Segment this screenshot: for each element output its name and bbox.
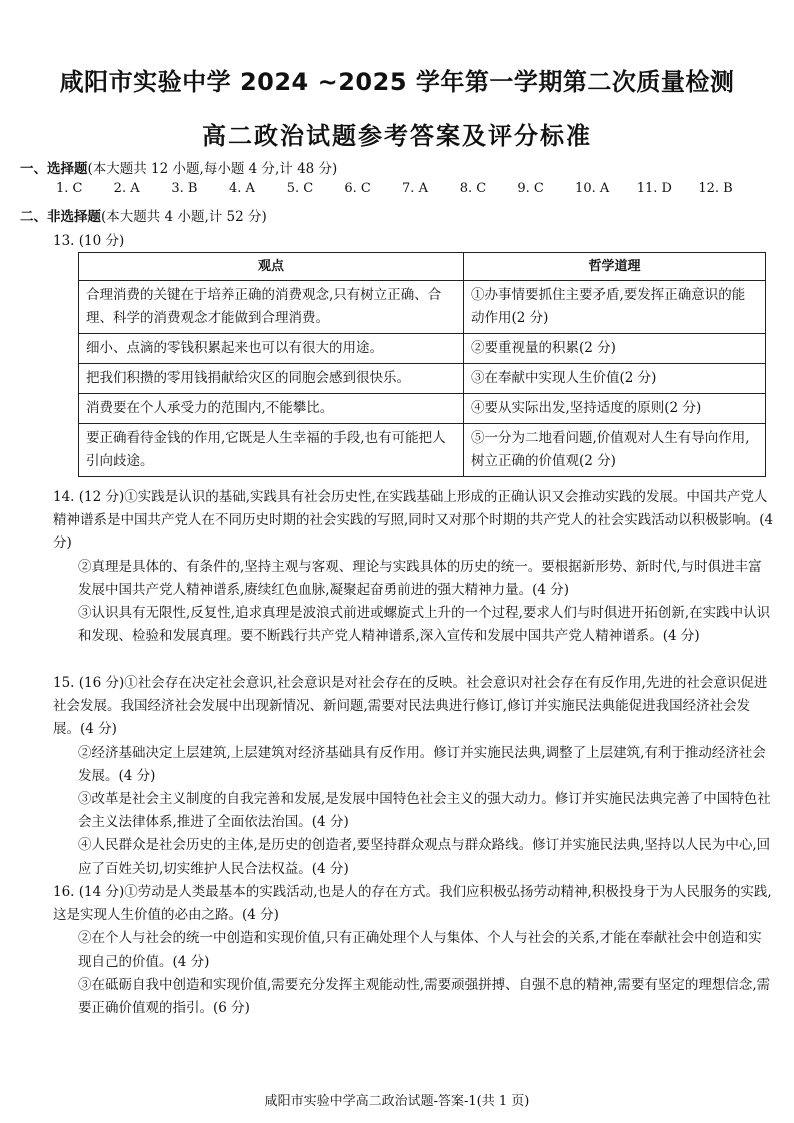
answer-item: 8. C xyxy=(459,181,487,196)
q16-answer xyxy=(53,881,775,1020)
page-footer: 咸阳市实验中学高二政治试题-答案-1(共 1 页) xyxy=(264,1094,530,1109)
section1-heading xyxy=(20,157,337,177)
table-cell: ①办事情要抓住主要矛盾,要发挥正确意识的能动作用(2 分) xyxy=(464,281,766,334)
choice-answers xyxy=(56,181,756,196)
answer-item: 7. A xyxy=(402,181,428,196)
answer-item: 6. C xyxy=(344,181,371,196)
table-header-row xyxy=(79,253,766,281)
answer-item: 12. B xyxy=(698,181,733,196)
table-cell: 合理消费的关键在于培养正确的消费观念,只有树立正确、合理、科学的消费观念才能做到合理消费。 xyxy=(79,281,464,334)
q15-answer xyxy=(53,672,775,881)
section2-note: (本大题共 4 小题,计 52 分) xyxy=(101,209,267,225)
document-subtitle: 高二政治试题参考答案及评分标准 xyxy=(202,122,592,150)
section2-title: 二、非选择题 xyxy=(20,209,101,225)
column-header-philosophy: 哲学道理 xyxy=(464,253,766,281)
answer-item: 10. A xyxy=(575,181,610,196)
table-cell: 细小、点滴的零钱积累起来也可以有很大的用途。 xyxy=(79,334,464,364)
table-row xyxy=(79,334,766,364)
q13-table xyxy=(78,252,766,477)
section1-title: 一、选择题 xyxy=(20,161,88,177)
document-title: 咸阳市实验中学 2024 ~2025 学年第一学期第二次质量检测 xyxy=(59,68,735,96)
table-cell: ⑤一分为二地看问题,价值观对人生有导向作用,树立正确的价值观(2 分) xyxy=(464,424,766,477)
answer-item: 1. C xyxy=(56,181,83,196)
answer-item: 2. A xyxy=(113,181,140,196)
table-row xyxy=(79,364,766,394)
column-header-viewpoint: 观点 xyxy=(79,253,464,281)
answer-item: 9. C xyxy=(517,181,544,196)
table-cell: 把我们积攒的零用钱捐献给灾区的同胞会感到很快乐。 xyxy=(79,364,464,394)
answer-item: 4. A xyxy=(229,181,255,196)
table-cell: ②要重视量的积累(2 分) xyxy=(464,334,766,364)
q14-answer xyxy=(53,486,775,648)
answer-paragraph: 14. (12 分)①实践是认识的基础,实践具有社会历史性,在实践基础上形成的正确认识又会推动实践的发展。中国共产党人精神谱系是中国共产党人在不同历史时期的社会实践的写照,同时又对那个时期的共产党人的社会实践活动以积极影响。(4 分) xyxy=(53,489,774,552)
answer-paragraph: ②真理是具体的、有条件的,坚持主观与客观、理论与实践具体的历史的统一。要根据新形势、新时代,与时俱进丰富发展中国共产党人精神谱系,赓续红色血脉,凝聚起奋勇前进的强大精神力量。(4 分) xyxy=(78,558,762,598)
section2-heading xyxy=(20,205,267,225)
table-row xyxy=(79,394,766,424)
answer-paragraph: ③改革是社会主义制度的自我完善和发展,是发展中国特色社会主义的强大动力。修订并实施民法典完善了中国特色社会主义法律体系,推进了全面依法治国。(4 分) xyxy=(78,791,771,831)
section1-note: (本大题共 12 小题,每小题 4 分,计 48 分) xyxy=(87,161,338,177)
table-cell: ③在奉献中实现人生价值(2 分) xyxy=(464,364,766,394)
q13-label: 13. (10 分) xyxy=(53,233,125,249)
answer-paragraph: ③认识具有无限性,反复性,追求真理是波浪式前进或螺旋式上升的一个过程,要求人们与时俱进开拓创新,在实践中认识和发现、检验和发展真理。要不断践行共产党人精神谱系,深入宣传和发展中国共产党人精神谱系。(4 分) xyxy=(78,605,771,645)
answer-item: 11. D xyxy=(636,181,672,196)
answer-paragraph: 15. (16 分)①社会存在决定社会意识,社会意识是对社会存在的反映。社会意识对社会存在有反作用,先进的社会意识促进社会发展。我国经济社会发展中出现新情况、新问题,需要对民法典进行修订,修订并实施民法典能促进我国经济社会发展。(4 分) xyxy=(53,675,768,738)
answer-paragraph: ④人民群众是社会历史的主体,是历史的创造者,要坚持群众观点与群众路线。修订并实施民法典,坚持以人民为中心,回应了百姓关切,切实维护人民合法权益。(4 分) xyxy=(78,837,771,877)
answer-paragraph: ②在个人与社会的统一中创造和实现价值,只有正确处理个人与集体、个人与社会的关系,才能在奉献社会中创造和实现自己的价值。(4 分) xyxy=(78,930,762,970)
table-row xyxy=(79,281,766,334)
answer-paragraph: 16. (14 分)①劳动是人类最基本的实践活动,也是人的存在方式。我们应积极弘扬劳动精神,积极投身于为人民服务的实践,这是实现人生价值的必由之路。(4 分) xyxy=(53,884,772,924)
answer-item: 3. B xyxy=(171,181,198,196)
answer-paragraph: ②经济基础决定上层建筑,上层建筑对经济基础具有反作用。修订并实施民法典,调整了上层建筑,有利于推动经济社会发展。(4 分) xyxy=(78,744,766,784)
table-row xyxy=(79,424,766,477)
answer-paragraph: ③在砥砺自我中创造和实现价值,需要充分发挥主观能动性,需要顽强拼搏、自强不息的精神,需要有坚定的理想信念,需要正确价值观的指引。(6 分) xyxy=(78,976,771,1017)
table-cell: 要正确看待金钱的作用,它既是人生幸福的手段,也有可能把人引向歧途。 xyxy=(79,424,464,477)
answer-item: 5. C xyxy=(286,181,314,196)
table-cell: 消费要在个人承受力的范围内,不能攀比。 xyxy=(79,394,464,424)
table-cell: ④要从实际出发,坚持适度的原则(2 分) xyxy=(464,394,766,424)
